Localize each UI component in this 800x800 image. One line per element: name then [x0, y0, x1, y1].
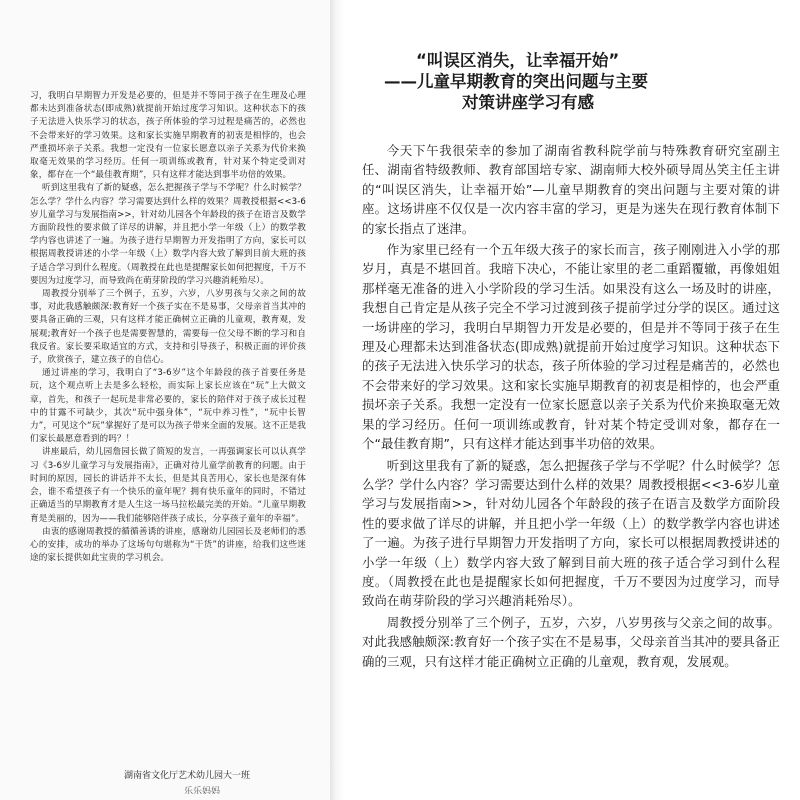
title-line-1: “叫误区消失，让幸福开始”: [416, 51, 620, 70]
left-paragraph-2: 听到这里我有了新的疑惑，怎么把握孩子学与不学呢？什么时候学？怎么学？学什么内容？学习需要达到什么样的效果？周教授根据<<3-6岁儿童学习与发展指南>>，针对幼儿园各个年龄段的孩子在语言及数学方面阶段性的要求做了详尽的讲解，并且把小学一年级（上）的数学教学内容也讲述了一遍。为孩子进行早期智力开发指明了方向，家长可以根据周教授讲述的小学一年级（上）数学内容大致了解到目前大班的孩子适合学习到什么程度。（周教授在此也是提醒家长如何把握度，千万不要因为过度学习，而导致尚在萌芽阶段的学习兴趣消耗殆尽）。: [30, 183, 306, 286]
right-paragraph-1: 今天下午我很荣幸的参加了湖南省教科院学前与特殊教育研究室副主任、湖南省特级教师、教育部国培专家、湖南师大校外硕导周丛笑主任主讲的“叫误区消失，让幸福开始”—儿童早期教育的突出问题与主要对策的讲座。这场讲座不仅仅是一次内容丰富的学习，更是为迷失在现行教育体制下的家长指点了迷津。: [362, 143, 780, 236]
page-gutter: [330, 0, 344, 800]
article-title: [384, 50, 800, 113]
left-paragraph-3: 周教授分别举了三个例子，五岁，六岁，八岁男孩与父亲之间的故事，对此我感触颇深:教育好一个孩子实在不是易事，父母亲首当其冲的要具备正确的三观，只有这样才能正确树立正确的儿童观，教育观，发展观;教育好一个孩子也是需要智慧的，需要每一位父母不断的学习和自我反省。家长要采取适宜的方式，支持和引导孩子，积极正面的评价孩子，欣赏孩子，建立孩子的自信心。: [30, 289, 306, 366]
right-paragraph-2: 作为家里已经有一个五年级大孩子的家长而言，孩子刚刚进入小学的那岁月，真是不堪回首。我暗下决心，不能让家里的老二重蹈覆辙，再像姐姐那样毫无准备的进入小学阶段的学习生活。如果没有这么一场及时的讲座，我想自己肯定是从孩子完全不学习过渡到孩子提前学过分学的误区。通过这一场讲座的学习，我明白早期智力开发是必要的，但是并不等同于孩子在生理及心理都未达到准备状态(即成熟)就提前开始过度学习知识。这种状态下的孩子无法进入快乐学习的状态，孩子所体验的学习过程是痛苦的，必然也不会带来好的学习效果。这和家长实施早期教育的初衷是相悖的，也会严重损坏亲子关系。我想一定没有一位家长愿意以亲子关系为代价来换取毫无效果的学习经历。任何一项训练或教育，针对某个特定受训对象，都存在一个“最佳教育期”，只有这样才能达到事半功倍的效果。: [362, 242, 780, 452]
signature-name: 乐乐妈妈: [184, 787, 221, 794]
left-paragraph-5: 讲座最后，幼儿园詹园长做了简短的发言，一再强调家长可以认真学习《3-6岁儿童学习与发展指南》，正确对待儿童学前教育的问题。由于时间的原因，园长的讲话并不太长，但是其良苦用心，家长也是深有体会，谁不希望孩子有一个快乐的童年呢？拥有快乐童年的同时，不错过正确适当的早期教育才是人生这一场马拉松最完美的开始。“儿童早期教育是美丽的，因为——我们能够陪伴孩子成长，分享孩子童年的幸福”。: [30, 447, 306, 524]
left-paragraph-6: 由衷的感谢周教授的循循善诱的讲座，感谢幼儿园园长及老师们的悉心的安排，成功的举办了这场句句堪称为“干货”的讲座，给我们这些迷途的家长提供如此宝贵的学习机会。: [30, 526, 306, 564]
left-page-body: [30, 90, 306, 565]
left-page: [0, 0, 330, 800]
signature-class: 湖南省文化厅艺术幼儿园大一班: [124, 771, 251, 781]
right-page: [344, 0, 800, 800]
left-paragraph-1: 习，我明白早期智力开发是必要的，但是并不等同于孩子在生理及心理都未达到准备状态(即成熟)就提前开始过度学习知识。这种状态下的孩子无法进入快乐学习的状态，孩子所体验的学习过程是痛苦的，必然也不会带来好的学习效果。这和家长实施早期教育的初衷是相悖的，也会严重损坏亲子关系。我想一定没有一位家长愿意以亲子关系为代价来换取毫无效果的学习经历。任何一项训练或教育，针对某个特定受训对象，都存在一个“最佳教育期”，只有这样才能达到事半功倍的效果。: [30, 91, 306, 181]
right-paragraph-3: 听到这里我有了新的疑惑，怎么把握孩子学与不学呢？什么时候学？怎么学？学什么内容？学习需要达到什么样的效果？周教授根据<<3-6岁儿童学习与发展指南>>，针对幼儿园各个年龄段的孩子在语言及数学方面阶段性的要求做了详尽的讲解，并且把小学一年级（上）的数学教学内容也讲述了一遍。为孩子进行早期智力开发指明了方向，家长可以根据周教授讲述的小学一年级（上）数学内容大致了解到目前大班的孩子适合学习到什么程度。（周教授在此也是提醒家长如何把握度，千万不要因为过度学习，而导致尚在萌芽阶段的学习兴趣消耗殆尽）。: [362, 457, 780, 609]
left-paragraph-4: 通过讲座的学习，我明白了“3-6岁”这个年龄段的孩子首要任务是玩，这个观点听上去是多么轻松，而实际上家长应该在“玩”上大做文章，首先，和孩子一起玩是非常必要的，家长的陪伴对于孩子成长过程中的甘露不可缺少，其次“玩中强身体”，“玩中养习性”，“玩中长智力”，可见这个“玩”掌握好了是可以为孩子带来全面的发展。这不正是我们家长最愿意看到的吗？！: [30, 368, 306, 445]
right-page-body: [362, 141, 780, 673]
title-line-2: ——儿童早期教育的突出问题与主要: [384, 72, 648, 91]
right-paragraph-4: 周教授分别举了三个例子，五岁，六岁，八岁男孩与父亲之间的故事。对此我感触颇深:教育好一个孩子实在不是易事，父母亲首当其冲的要具备正确的三观，只有这样才能正确树立正确的儿童观，教育观，发展观。: [362, 614, 780, 669]
title-line-3: 对策讲座学习有感: [462, 93, 594, 112]
